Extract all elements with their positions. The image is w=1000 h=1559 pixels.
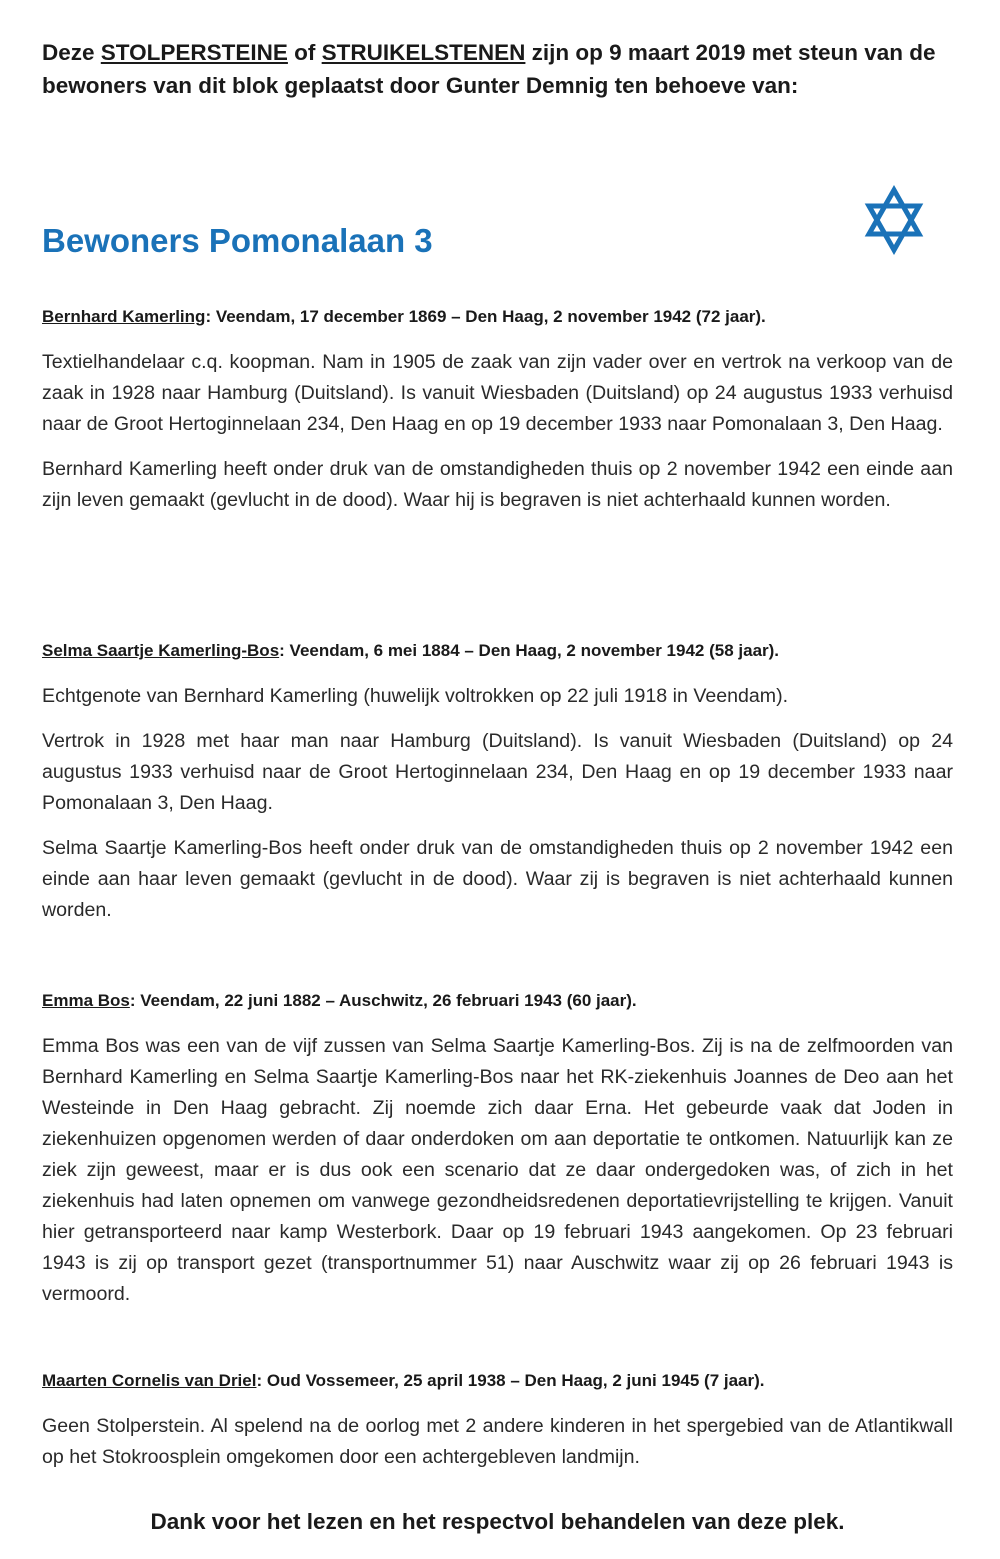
house-title: Bewoners Pomonalaan 3 [42,222,433,259]
intro-part1: Deze [42,40,101,65]
person-section-maarten-cornelis-van-driel [42,1369,953,1473]
intro-part3: zijn op 9 maart 2019 met steun van de bewoners van dit blok geplaatst door Gunter Demnig ten behoeve van: [42,40,936,98]
person-heading [42,989,953,1013]
person-dates: : Veendam, 6 mei 1884 – Den Haag, 2 november 1942 (58 jaar). [279,641,780,660]
person-section-selma-saartje-kamerling-bos [42,639,953,926]
closing-text: Dank voor het lezen en het respectvol behandelen van deze plek. [150,1509,845,1534]
person-name: Bernhard Kamerling [42,307,206,326]
person-name: Emma Bos [42,991,130,1010]
person-name: Maarten Cornelis van Driel [42,1371,257,1390]
person-name: Selma Saartje Kamerling-Bos [42,641,280,660]
person-heading [42,639,953,663]
intro-part2: of [287,40,322,65]
person-paragraph: Geen Stolperstein. Al spelend na de oorlog met 2 andere kinderen in het spergebied van de Atlantikwall op het Stokroosplein omgekomen door een achtergebleven landmijn. [42,1415,953,1468]
person-heading [42,305,953,329]
person-paragraph: Selma Saartje Kamerling-Bos heeft onder druk van de omstandigheden thuis op 2 november 1942 een einde aan haar leven gemaakt (gevlucht in de dood). Waar zij is begraven is niet achterhaald kunnen worden. [42,837,953,921]
person-dates: : Veendam, 17 december 1869 – Den Haag, 2 november 1942 (72 jaar). [205,307,766,326]
intro-term-stolpersteine: STOLPERSTEINE [100,40,288,65]
star-of-david-icon [862,184,926,256]
person-dates: : Veendam, 22 juni 1882 – Auschwitz, 26 februari 1943 (60 jaar). [129,991,637,1010]
person-paragraph: Echtgenote van Bernhard Kamerling (huwelijk voltrokken op 22 juli 1918 in Veendam). [42,685,789,707]
person-paragraph: Textielhandelaar c.q. koopman. Nam in 1905 de zaak van zijn vader over en vertrok na verkoop van de zaak in 1928 naar Hamburg (Duitsland). Is vanuit Wiesbaden (Duitsland) op 24 augustus 1933 verhuisd naar de Groot Hertoginnelaan 234, Den Haag en op 19 december 1933 naar Pomonalaan 3, Den Haag. [42,351,953,435]
person-section-emma-bos [42,989,953,1310]
person-heading [42,1369,953,1393]
person-section-bernhard-kamerling [42,305,953,516]
person-paragraph: Bernhard Kamerling heeft onder druk van de omstandigheden thuis op 2 november 1942 een einde aan zijn leven gemaakt (gevlucht in de dood). Waar hij is begraven is niet achterhaald kunnen worden. [42,458,953,511]
person-paragraph: Emma Bos was een van de vijf zussen van Selma Saartje Kamerling-Bos. Zij is na de zelfmoorden van Bernhard Kamerling en Selma Saartje Kamerling-Bos naar het RK-ziekenhuis Joannes de Deo aan het Westeinde in Den Haag gebracht. Zij noemde zich daar Erna. Het gebeurde vaak dat Joden in ziekenhuizen opgenomen werden of daar onderdoken om aan deportatie te ontkomen. Natuurlijk kan ze ziek zijn geweest, maar er is dus ook een scenario dat ze daar ondergedoken was, of zich in het ziekenhuis had laten opnemen om vanwege gezondheidsredenen deportatievrijstelling te krijgen. Vanuit hier getransporteerd naar kamp Westerbork. Daar op 19 februari 1943 aangekomen. Op 23 februari 1943 is zij op transport gezet (transportnummer 51) naar Auschwitz waar zij op 26 februari 1943 is vermoord. [42,1035,953,1305]
intro-text [42,36,953,102]
person-dates: : Oud Vossemeer, 25 april 1938 – Den Haag, 2 juni 1945 (7 jaar). [256,1371,765,1390]
person-paragraph: Vertrok in 1928 met haar man naar Hamburg (Duitsland). Is vanuit Wiesbaden (Duitsland) op 24 augustus 1933 verhuisd naar de Groot Hertoginnelaan 234, Den Haag en op 19 december 1933 naar Pomonalaan 3, Den Haag. [42,730,953,814]
intro-term-struikelstenen: STRUIKELSTENEN [321,40,526,65]
